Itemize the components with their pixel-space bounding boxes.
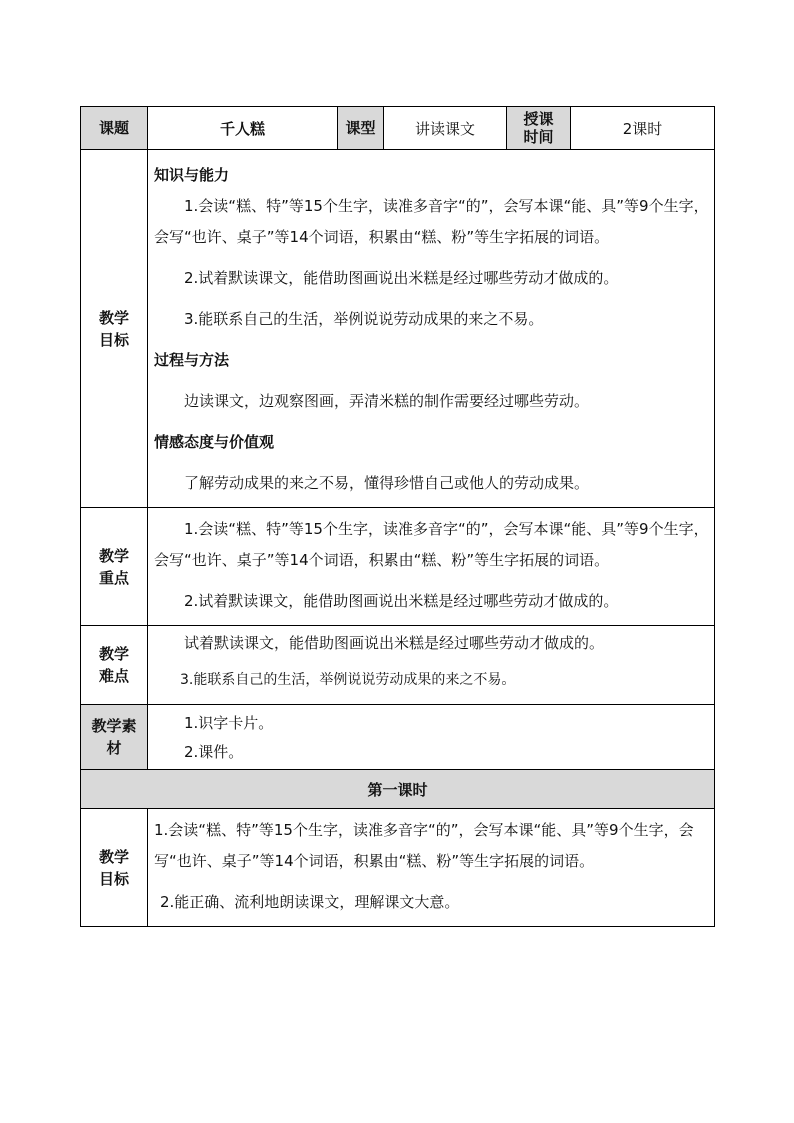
process-text: 边读课文，边观察图画，弄清米糕的制作需要经过哪些劳动。 xyxy=(184,392,590,410)
first-lesson-title: 第一课时 xyxy=(81,770,715,809)
material-item-1: 1.识字卡片。 xyxy=(184,714,274,732)
material-item-2: 2.课件。 xyxy=(184,743,244,761)
emotion-text: 了解劳动成果的来之不易，懂得珍惜自己或他人的劳动成果。 xyxy=(184,474,590,492)
knowledge-heading: 知识与能力 xyxy=(154,166,230,184)
goals-row xyxy=(81,150,715,508)
materials-content xyxy=(148,705,715,770)
goals-content xyxy=(148,150,715,508)
first-lesson-goal-2: 2.能正确、流利地朗读课文，理解课文大意。 xyxy=(160,893,460,911)
time-label: 授课 时间 xyxy=(507,107,571,150)
topic-value: 千人糕 xyxy=(148,107,338,150)
first-lesson-goal-1: 1.会读“糕、特”等15个生字，读准多音字“的”，会写本课“能、具”等9个生字，会写“也许、桌子”等14个词语，积累由“糕、粉”等生字拓展的词语。 xyxy=(154,821,694,870)
topic-label: 课题 xyxy=(81,107,148,150)
type-value: 讲读课文 xyxy=(384,107,507,150)
first-lesson-goals-row xyxy=(81,809,715,927)
key-point-2: 2.试着默读课文，能借助图画说出米糕是经过哪些劳动才做成的。 xyxy=(184,592,619,610)
emotion-heading: 情感态度与价值观 xyxy=(154,433,275,451)
materials-label: 教学素 材 xyxy=(81,705,148,770)
process-heading: 过程与方法 xyxy=(154,351,230,369)
key-point-1: 1.会读“糕、特”等15个生字，读准多音字“的”，会写本课“能、具”等9个生字，会写“也许、桌子”等14个词语，积累由“糕、粉”等生字拓展的词语。 xyxy=(154,520,709,569)
knowledge-item-1: 1.会读“糕、特”等15个生字，读准多音字“的”，会写本课“能、具”等9个生字，会写“也许、桌子”等14个词语，积累由“糕、粉”等生字拓展的词语。 xyxy=(154,197,709,246)
header-row xyxy=(81,107,715,150)
lesson-plan-table xyxy=(80,106,715,927)
key-points-content xyxy=(148,508,715,626)
materials-row xyxy=(81,705,715,770)
first-lesson-goals-content xyxy=(148,809,715,927)
difficulties-label: 教学 难点 xyxy=(81,626,148,705)
key-points-label: 教学 重点 xyxy=(81,508,148,626)
knowledge-item-2: 2.试着默读课文，能借助图画说出米糕是经过哪些劳动才做成的。 xyxy=(184,269,619,287)
key-points-row xyxy=(81,508,715,626)
difficulty-2: 3.能联系自己的生活，举例说说劳动成果的来之不易。 xyxy=(180,672,516,688)
first-lesson-goals-label: 教学 目标 xyxy=(81,809,148,927)
type-label: 课型 xyxy=(338,107,384,150)
difficulties-row xyxy=(81,626,715,705)
goals-label: 教学 目标 xyxy=(81,150,148,508)
difficulties-content xyxy=(148,626,715,705)
knowledge-item-3: 3.能联系自己的生活，举例说说劳动成果的来之不易。 xyxy=(184,310,544,328)
difficulty-1: 试着默读课文，能借助图画说出米糕是经过哪些劳动才做成的。 xyxy=(184,634,605,652)
time-value: 2课时 xyxy=(571,107,715,150)
first-lesson-header-row xyxy=(81,770,715,809)
